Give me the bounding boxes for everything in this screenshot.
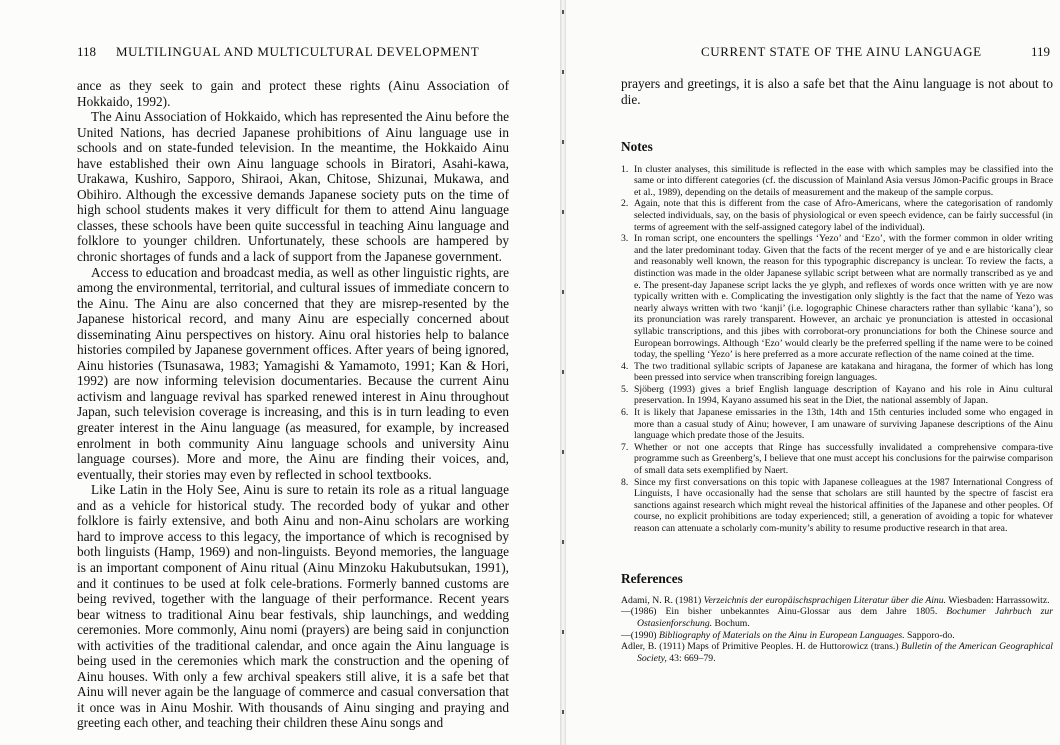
notes-heading: Notes: [621, 138, 653, 154]
body-paragraph: Like Latin in the Holy See, Ainu is sure to retain its role as a ritual language and as a vehicle for historical study. The recorded body of yukar and other folklore is fairly extensive, and both Ainu and non-Ainu scholars are working hard to improve access to this legacy, the importance of which is recognised by both linguists (Hamp, 1969) and non-linguists. Beyond memories, the language is an important component of Ainu ritual (Ainu Minzoku Hakubutsukan, 1991), and it continues to be used at folk cele-brations. Formerly banned customs are being revived, together with the language of their performance. Recent years bear witness to traditional Ainu bear festivals, ship launchings, and wedding ceremonies. More commonly, Ainu nomi (prayers) are being said in conjunction with activities of the traditional calendar, and once again the Ainu language is being used in the ceremonies which mark the construction and the opening of Ainu houses. With only a few archival speakers still alive, it is a safe bet that Ainu will never again be the language of commerce and casual conversation that it once was in Ainu Moshir. With thousands of Ainu singing and praying and greeting each other, and teaching their children these Ainu songs and: [77, 482, 509, 731]
reference-title: Bulletin of the American Geographical Society,: [637, 641, 1053, 665]
body-paragraph: The Ainu Association of Hokkaido, which has represented the Ainu before the United Nations, has decried Japanese prohibitions of Ainu language use in schools and on state-funded television. In the meantime, the Hokkaido Ainu have established their own Ainu language schools in Biratori, Asahi-kawa, Urakawa, Kushiro, Sapporo, Shiraoi, Akan, Chitose, Shizunai, Mukawa, and Obihiro. Although the excessive demands Japanese society puts on the time of high school students makes it very difficult for them to attend Ainu language classes, these schools have been quite successful in teaching Ainu language and folklore to younger children. Unfortunately, these schools are hampered by chronic shortages of funds and a lack of support from the Japanese government.: [77, 109, 509, 265]
binding-mark: [562, 450, 564, 454]
right-content: [621, 76, 1053, 665]
reference-text: Bochum.: [712, 618, 750, 629]
reference-text: Adler, B. (1911) Maps of Primitive Peoples. H. de Huttorowicz (trans.): [621, 641, 902, 653]
right-page-number: 119: [1031, 44, 1051, 59]
note-text: Whether or not one accepts that Ringe has successfully invalidated a comprehensive compara-tive programme such as Greenberg’s, I believe that one must accept his conclusions for the pairwise comparison of small data sets exemplified by Naert.: [634, 441, 1053, 477]
note-text: It is likely that Japanese emissaries in the 13th, 14th and 15th centuries included some who engaged in more than a casual study of Ainu; however, I am unaware of surviving Japanese descriptions of the Ainu language which predate those of the Jesuits.: [634, 407, 1053, 442]
note-item: [621, 233, 1053, 361]
note-number: 6.: [621, 407, 629, 419]
left-body-text: [77, 78, 509, 731]
note-item: [621, 361, 1053, 384]
note-text: The two traditional syllabic scripts of Japanese are katakana and hiragana, the former of which has long been pressed into service when transcribing foreign languages.: [634, 360, 1053, 384]
references-heading: References: [621, 570, 683, 586]
body-paragraph: ance as they seek to gain and protect these rights (Ainu Association of Hokkaido, 1992).: [77, 78, 509, 109]
reference-item: [621, 630, 1053, 642]
binding-mark: [562, 70, 564, 74]
intro-paragraph: prayers and greetings, it is also a safe bet that the Ainu language is not about to die.: [621, 76, 1053, 107]
binding-mark: [562, 290, 564, 294]
reference-item: [621, 606, 1053, 629]
note-text: Since my first conversations on this topic with Japanese colleagues at the 1987 International Congress of Linguists, I have occasionally had the sense that scholars are still haunted by the spectre of fascist era sanctions against research which might reveal the historical affinities of the Japanese and other peoples. Of course, no explicit prohibitions are today experienced; still, a generation of avoiding a topic for whatever reason can attenuate a scholarly com-munity’s ability to resume productive research in that area.: [634, 476, 1053, 534]
reference-item: [621, 595, 1053, 607]
reference-text: 43: 669–79.: [666, 653, 716, 665]
reference-title: Verzeichnis der europäischsprachigen Literatur über die Ainu.: [703, 594, 947, 606]
note-item: [621, 384, 1053, 407]
left-running-head: MULTILINGUAL AND MULTICULTURAL DEVELOPMENT: [116, 44, 480, 59]
binding-mark: [562, 370, 564, 374]
reference-title: Bochumer Jahrbuch zur Ostasienforschung.: [637, 606, 1053, 629]
note-item: [621, 198, 1053, 233]
reference-text: —(1990): [621, 629, 659, 641]
note-text: Again, note that this is different from the case of Afro-Americans, where the categorisation of randomly selected individuals, say, on the basis of physiological or even speech evidence, can be fairly successful (in terms of agreement with the self-assigned category label of the individual).: [634, 198, 1053, 233]
right-page: [566, 0, 1060, 745]
body-paragraph: Access to education and broadcast media, as well as other linguistic rights, are among the environmental, territorial, and cultural issues of immediate concern to the Ainu. The Ainu are also concerned that they are misrep-resented by the Japanese historical record, and many Ainu are especially concerned about disseminating Ainu perspectives on history. Ainu oral histories help to balance histories compiled by Japanese government offices. After years of being ignored, Ainu histories (Tsunasawa, 1983; Yamagishi & Yamamoto, 1991; Kan & Hori, 1992) are now informing television documentaries. Because the current Ainu activism and language revival has sparked renewed interest in Ainu throughout Japan, such television coverage is increasing, and this is in turn leading to even greater interest in the Ainu language (as measured, for example, by increased enrolment in both community Ainu language schools and university Ainu language courses). More and more, the Ainu are finding their voices, and, eventually, their stories may even by reflected in school textbooks.: [77, 264, 509, 482]
note-text: Sjöberg (1993) gives a brief English language description of Kayano and his role in Ainu cultural preservation. In 1994, Kayano assumed his seat in the Diet, the national assembly of Japan.: [634, 383, 1053, 407]
note-number: 5.: [621, 383, 629, 395]
reference-text: Adami, N. R. (1981): [621, 594, 704, 606]
references-list: [621, 595, 1053, 665]
right-running-head: CURRENT STATE OF THE AINU LANGUAGE: [701, 44, 982, 59]
note-item: [621, 164, 1053, 199]
binding-mark: [562, 630, 564, 634]
binding-mark: [562, 540, 564, 544]
binding-mark: [562, 710, 564, 714]
note-text: In cluster analyses, this similitude is reflected in the ease with which samples may be classified into the same or into different categories (cf. the discussion of Mainland Asia versus Jōmon-Pacific groups in Brace et al., 1989), depending on the details of measurement and the makeup of the sample corpus.: [634, 163, 1053, 198]
note-number: 1.: [621, 163, 629, 175]
note-number: 4.: [621, 360, 629, 372]
reference-title: Bibliography of Materials on the Ainu in European Languages.: [658, 629, 905, 641]
note-text: In roman script, one encounters the spellings ‘Yezo’ and ‘Ezo’, with the former common in older writing and the later predominant today. Given that the facts of the recent merger of ye and e are historically clear and reasonably well known, the reason for this typographic discrepancy is unclear. To review the facts, a distinction was made in the older Japanese syllabic script between what are normally transcribed as ye and e. The present-day Japanese script lacks the ye glyph, and reflexes of words once written with ye are now typically written with e. Complicating the investigation only slightly is the fact that the name of Yezo was nearly always written with two ‘kanji’ (i.e. logographic Chinese characters rather than syllabic ‘kana’), so its pronunciation was rarely transparent. However, an archaic ye pronunciation is attested in occasional syllabic transcriptions, and this jibes with corroborat-ory pronunciations for both the Chinese source and European borrowings. Although ‘Ezo’ would clearly be the preferred spelling if the name were to be coined today, the spelling ‘Yezo’ is here preferred as a more accurate reflection of the name coined at the time.: [634, 233, 1053, 361]
note-item: [621, 442, 1053, 477]
reference-text: Wiesbaden: Harrassowitz.: [946, 594, 1050, 606]
note-number: 2.: [621, 198, 629, 210]
binding-mark: [562, 10, 564, 14]
note-number: 7.: [621, 441, 629, 453]
reference-text: —(1986) Ein bisher unbekanntes Ainu-Glossar aus dem Jahre 1805.: [621, 606, 947, 618]
binding-mark: [562, 210, 564, 214]
binding-mark: [562, 140, 564, 144]
note-number: 8.: [621, 476, 629, 488]
note-item: [621, 477, 1053, 535]
notes-list: [621, 164, 1053, 535]
note-item: [621, 407, 1053, 442]
reference-item: [621, 641, 1053, 664]
reference-text: Sapporo-do.: [904, 629, 955, 641]
note-number: 3.: [621, 233, 629, 245]
left-page-number: 118: [77, 44, 97, 59]
